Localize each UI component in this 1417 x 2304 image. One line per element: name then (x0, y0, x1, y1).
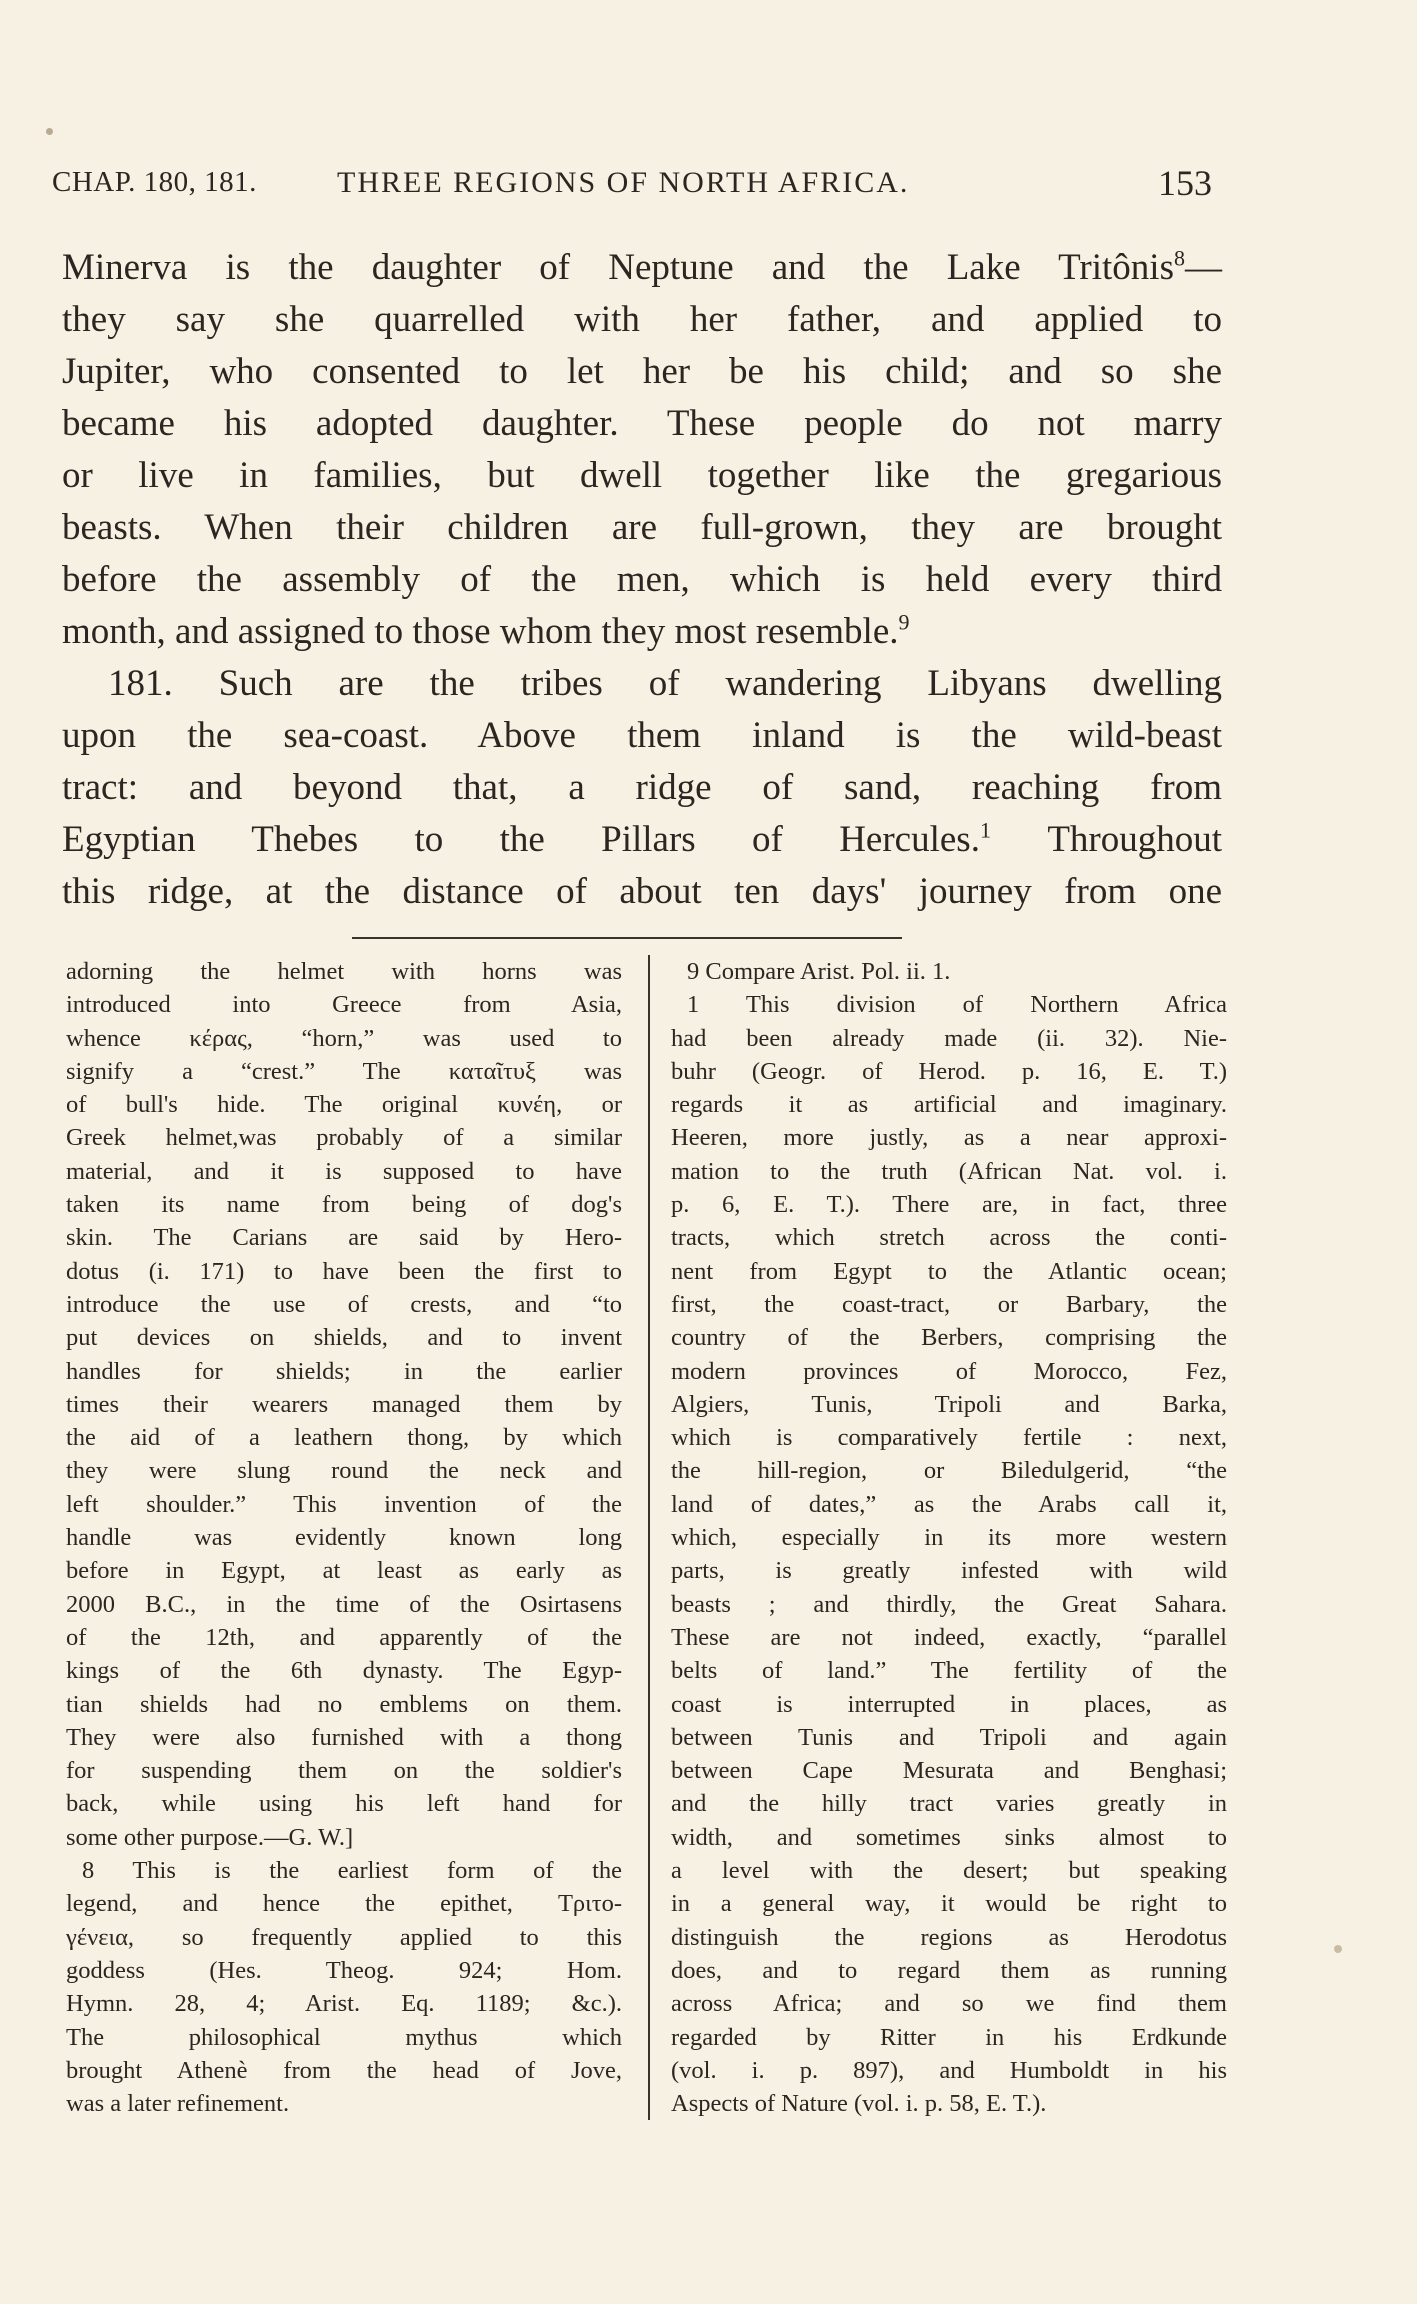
footnote-line: adorning the helmet with horns was (66, 958, 622, 985)
text-line: upon the sea-coast. Above them inland is the wild-beast (62, 715, 1222, 756)
text-line: tract: and beyond that, a ridge of sand, reaching from (62, 767, 1222, 808)
running-title: THREE REGIONS OF NORTH AFRICA. (337, 166, 910, 199)
footnote-line: regards it as artificial and imaginary. (671, 1091, 1227, 1119)
footnote-line: mation to the truth (African Nat. vol. i. (671, 1157, 1227, 1185)
footnote-line: between Cape Mesurata and Benghasi; (671, 1757, 1227, 1785)
footnote-ref: 9 (898, 609, 910, 635)
footnote-line: goddess (Hes. Theog. 924; Hom. (66, 1956, 622, 1984)
footnote-line: which is comparatively fertile : next, (671, 1424, 1227, 1452)
footnote-line: the aid of a leathern thong, by which (66, 1424, 622, 1452)
footnotes-left-column (66, 955, 622, 2120)
footnote-line: 8 This is the earliest form of the (82, 1857, 622, 1885)
footnote-line: Algiers, Tunis, Tripoli and Barka, (671, 1390, 1227, 1418)
footnote-line: material, and it is supposed to have (66, 1157, 622, 1185)
text-line: they say she quarrelled with her father, and applied to (62, 299, 1222, 340)
chapter-reference: CHAP. 180, 181. (52, 166, 257, 198)
footnote-line: they were slung round the neck and (66, 1457, 622, 1485)
footnote-line: had been already made (ii. 32). Nie- (671, 1024, 1227, 1052)
paper-stain (46, 128, 53, 135)
footnote-line: regarded by Ritter in his Erdkunde (671, 2023, 1227, 2051)
footnote-line: was a later refinement. (66, 2090, 290, 2118)
footnote-line: which, especially in its more western (671, 1524, 1227, 1552)
footnote-line: modern provinces of Morocco, Fez, (671, 1357, 1227, 1385)
footnote-ref: 8 (1174, 245, 1185, 271)
text-line: became his adopted daughter. These people do not marry (62, 403, 1222, 444)
footnote-line: These are not indeed, exactly, “parallel (671, 1623, 1227, 1651)
footnote-line: 9 Compare Arist. Pol. ii. 1. (687, 958, 951, 985)
footnote-line: first, the coast-tract, or Barbary, the (671, 1290, 1227, 1318)
footnotes-right-column (671, 955, 1227, 2120)
footnote-line: width, and sometimes sinks almost to (671, 1823, 1227, 1851)
text-line: or live in families, but dwell together like the gregarious (62, 455, 1222, 496)
footnote-line: The philosophical mythus which (66, 2023, 622, 2051)
footnote-line: left shoulder.” This invention of the (66, 1490, 622, 1518)
footnote-line: between Tunis and Tripoli and again (671, 1723, 1227, 1751)
footnote-line: beasts ; and thirdly, the Great Sahara. (671, 1590, 1227, 1618)
footnote-line: Hymn. 28, 4; Arist. Eq. 1189; &c.). (66, 1990, 622, 2018)
footnote-line: put devices on shields, and to invent (66, 1324, 622, 1352)
footnote-line: country of the Berbers, comprising the (671, 1324, 1227, 1352)
footnote-line: land of dates,” as the Arabs call it, (671, 1490, 1227, 1518)
footnote-line: of the 12th, and apparently of the (66, 1623, 622, 1651)
text-line: month, and assigned to those whom they most resemble.$^9$ (62, 609, 910, 652)
footnote-line: of bull's hide. The original κυνέη, or (66, 1091, 622, 1119)
footnote-line: tracts, which stretch across the conti- (671, 1224, 1227, 1252)
footnote-line: taken its name from being of dog's (66, 1191, 622, 1219)
text-line: Egyptian Thebes to the Pillars of Hercules.$^1$ Throughout (62, 817, 1223, 860)
footnote-line: introduce the use of crests, and “to (66, 1290, 622, 1318)
footnote-line: legend, and hence the epithet, Τριτο- (66, 1890, 622, 1918)
text-line: Jupiter, who consented to let her be his child; and so she (62, 351, 1222, 392)
footnote-line: some other purpose.—G. W.] (66, 1823, 354, 1851)
footnote-line: nent from Egypt to the Atlantic ocean; (671, 1257, 1227, 1285)
footnote-line: before in Egypt, at least as early as (66, 1557, 622, 1585)
footnote-divider (352, 937, 902, 939)
text-line: Minerva is the daughter of Neptune and the Lake Tritônis$^8$— (62, 245, 1222, 288)
text-line: this ridge, at the distance of about ten days' journey from one (62, 871, 1222, 912)
footnote-line: γένεια, so frequently applied to this (66, 1923, 622, 1951)
footnote-line: handles for shields; in the earlier (66, 1357, 622, 1385)
footnote-line: handle was evidently known long (66, 1524, 622, 1552)
footnote-line: They were also furnished with a thong (66, 1723, 622, 1751)
column-divider (648, 955, 650, 2120)
footnote-line: brought Athenè from the head of Jove, (66, 2056, 622, 2084)
footnote-ref: 1 (979, 817, 991, 843)
paper-stain (1334, 1945, 1342, 1953)
page-number: 153 (1158, 163, 1212, 203)
footnote-line: 1 This division of Northern Africa (687, 991, 1227, 1019)
footnote-line: coast is interrupted in places, as (671, 1690, 1227, 1718)
footnote-line: Aspects of Nature (vol. i. p. 58, E. T.). (671, 2090, 1047, 2118)
footnote-line: Heeren, more justly, as a near approxi- (671, 1124, 1227, 1152)
footnote-line: and the hilly tract varies greatly in (671, 1790, 1227, 1818)
footnote-line: across Africa; and so we find them (671, 1990, 1227, 2018)
footnote-line: dotus (i. 171) to have been the first to (66, 1257, 622, 1285)
footnote-line: signify a “crest.” The καταῖτυξ was (66, 1057, 622, 1085)
footnote-line: parts, is greatly infested with wild (671, 1557, 1227, 1585)
footnote-line: does, and to regard them as running (671, 1956, 1227, 1984)
footnote-line: buhr (Geogr. of Herod. p. 16, E. T.) (671, 1057, 1227, 1085)
text-line: before the assembly of the men, which is held every third (62, 559, 1222, 600)
footnote-line: whence κέρας, “horn,” was used to (66, 1024, 622, 1052)
footnote-line: the hill-region, or Biledulgerid, “the (671, 1457, 1227, 1485)
footnote-line: distinguish the regions as Herodotus (671, 1923, 1227, 1951)
footnote-line: tian shields had no emblems on them. (66, 1690, 622, 1718)
footnote-line: kings of the 6th dynasty. The Egyp- (66, 1657, 622, 1685)
footnote-line: back, while using his left hand for (66, 1790, 622, 1818)
text-line: beasts. When their children are full-grown, they are brought (62, 507, 1222, 548)
main-text (62, 242, 1222, 918)
footnote-line: 2000 B.C., in the time of the Osirtasens (66, 1590, 622, 1618)
footnote-line: for suspending them on the soldier's (66, 1757, 622, 1785)
footnote-line: belts of land.” The fertility of the (671, 1657, 1227, 1685)
text-line: 181. Such are the tribes of wandering Libyans dwelling (108, 663, 1222, 704)
footnote-line: Greek helmet,was probably of a similar (66, 1124, 622, 1152)
footnote-line: a level with the desert; but speaking (671, 1857, 1227, 1885)
footnote-line: skin. The Carians are said by Hero- (66, 1224, 622, 1252)
footnote-line: (vol. i. p. 897), and Humboldt in his (671, 2056, 1227, 2084)
footnote-line: times their wearers managed them by (66, 1390, 622, 1418)
footnote-line: p. 6, E. T.). There are, in fact, three (671, 1191, 1227, 1219)
footnote-line: in a general way, it would be right to (671, 1890, 1227, 1918)
footnote-line: introduced into Greece from Asia, (66, 991, 622, 1019)
running-header (52, 160, 1212, 204)
main-paragraph (62, 242, 1222, 918)
